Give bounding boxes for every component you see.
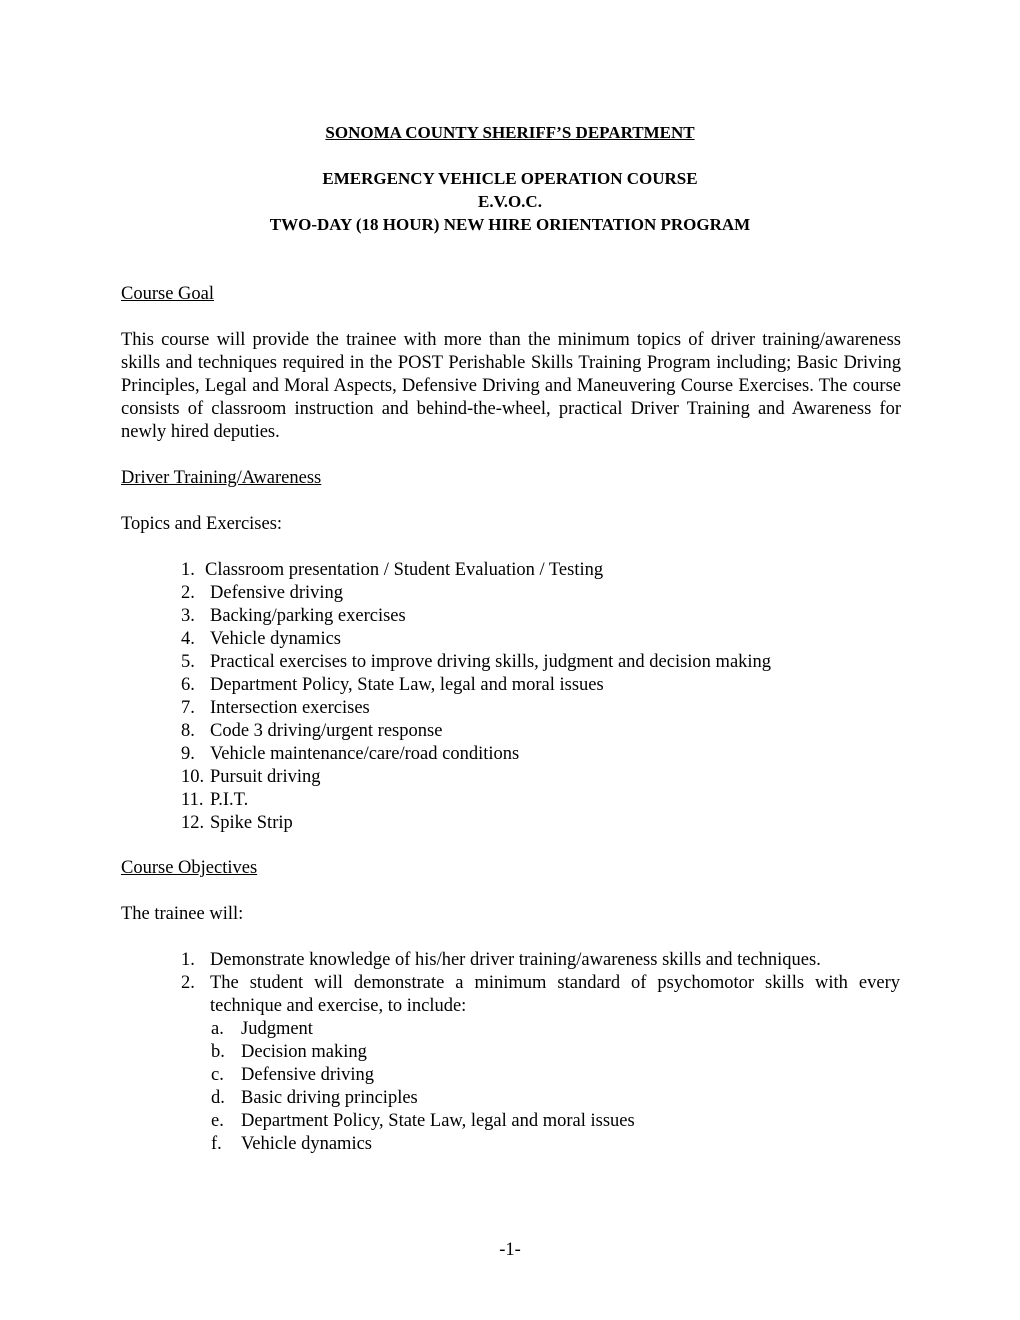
item-number: 5. — [181, 652, 195, 672]
list-item — [211, 1087, 901, 1110]
item-text: Intersection exercises — [210, 698, 370, 718]
item-text: Practical exercises to improve driving skills, judgment and decision making — [210, 652, 772, 672]
item-number: 2. — [181, 583, 195, 603]
item-letter: b. — [211, 1042, 225, 1062]
item-number: 9. — [181, 744, 195, 764]
item-text: Decision making — [241, 1042, 367, 1062]
driver-training-heading: Driver Training/Awareness — [121, 468, 322, 488]
item-letter: d. — [211, 1088, 225, 1108]
list-item — [211, 1041, 901, 1064]
item-number: 1. — [181, 950, 195, 970]
item-text: Defensive driving — [210, 583, 344, 603]
list-item — [211, 1133, 901, 1156]
list-item — [181, 812, 901, 835]
item-text: Department Policy, State Law, legal and moral issues — [241, 1111, 635, 1131]
item-number: 7. — [181, 698, 195, 718]
item-letter: f. — [211, 1134, 222, 1154]
list-item — [211, 1018, 901, 1041]
item-number: 8. — [181, 721, 195, 741]
item-letter: a. — [211, 1019, 224, 1039]
item-text: Spike Strip — [210, 813, 293, 833]
item-text: Backing/parking exercises — [210, 606, 406, 626]
item-letter: c. — [211, 1065, 224, 1085]
item-text: Demonstrate knowledge of his/her driver training/awareness skills and techniques. — [210, 950, 821, 970]
item-text: Vehicle dynamics — [210, 629, 341, 649]
list-item — [181, 743, 901, 766]
item-text: The student will demonstrate a minimum standard of psychomotor skills with every technique and exercise, to include: — [210, 973, 900, 1016]
item-number: 12. — [181, 813, 205, 833]
item-number: 6. — [181, 675, 195, 695]
item-text: Defensive driving — [241, 1065, 375, 1085]
item-text: Pursuit driving — [210, 767, 321, 787]
course-goal-heading: Course Goal — [121, 284, 214, 304]
list-item — [181, 789, 901, 812]
item-text: Vehicle maintenance/care/road conditions — [210, 744, 520, 764]
item-number: 10. — [181, 767, 205, 787]
list-item — [181, 972, 901, 1018]
item-text: Department Policy, State Law, legal and moral issues — [210, 675, 604, 695]
objectives-list — [181, 949, 901, 1018]
list-item — [181, 674, 901, 697]
list-item — [181, 582, 901, 605]
item-text: Vehicle dynamics — [241, 1134, 372, 1154]
item-letter: e. — [211, 1111, 224, 1131]
department-title: SONOMA COUNTY SHERIFF’S DEPARTMENT — [325, 123, 695, 142]
item-number: 2. — [181, 973, 195, 993]
list-item — [181, 559, 901, 582]
course-title: EMERGENCY VEHICLE OPERATION COURSE — [322, 169, 698, 188]
objectives-intro: The trainee will: — [121, 904, 244, 924]
item-text: Judgment — [241, 1019, 313, 1039]
list-item — [211, 1064, 901, 1087]
item-text: P.I.T. — [210, 790, 249, 810]
list-item — [181, 628, 901, 651]
course-acronym: E.V.O.C. — [478, 192, 542, 211]
topics-intro: Topics and Exercises: — [121, 514, 283, 534]
item-text: Code 3 driving/urgent response — [210, 721, 443, 741]
course-objectives-heading: Course Objectives — [121, 858, 258, 878]
item-text: Basic driving principles — [241, 1088, 418, 1108]
program-title: TWO-DAY (18 HOUR) NEW HIRE ORIENTATION PROGRAM — [269, 215, 751, 234]
list-item — [181, 605, 901, 628]
list-item — [181, 720, 901, 743]
topics-list — [181, 559, 901, 835]
item-number: 3. — [181, 606, 195, 626]
item-number: 4. — [181, 629, 195, 649]
course-goal-paragraph: This course will provide the trainee with more than the minimum topics of driver training/awareness skills and techniques required in the POST Perishable Skills Training Program including; Basic Driving Principles, Legal and Moral Aspects, Defensive Driving and Maneuvering Course Exercises. The course consists of classroom instruction and behind-the-wheel, practical Driver Training and Awareness for newly hired deputies. — [121, 330, 901, 442]
list-item — [181, 651, 901, 674]
list-item — [181, 949, 901, 972]
item-text: Classroom presentation / Student Evaluation / Testing — [205, 560, 604, 580]
page-number: -1- — [499, 1240, 521, 1260]
objectives-sublist — [211, 1018, 901, 1156]
list-item — [181, 766, 901, 789]
item-number: 1. — [181, 560, 195, 580]
list-item — [181, 697, 901, 720]
item-number: 11. — [181, 790, 204, 810]
list-item — [211, 1110, 901, 1133]
